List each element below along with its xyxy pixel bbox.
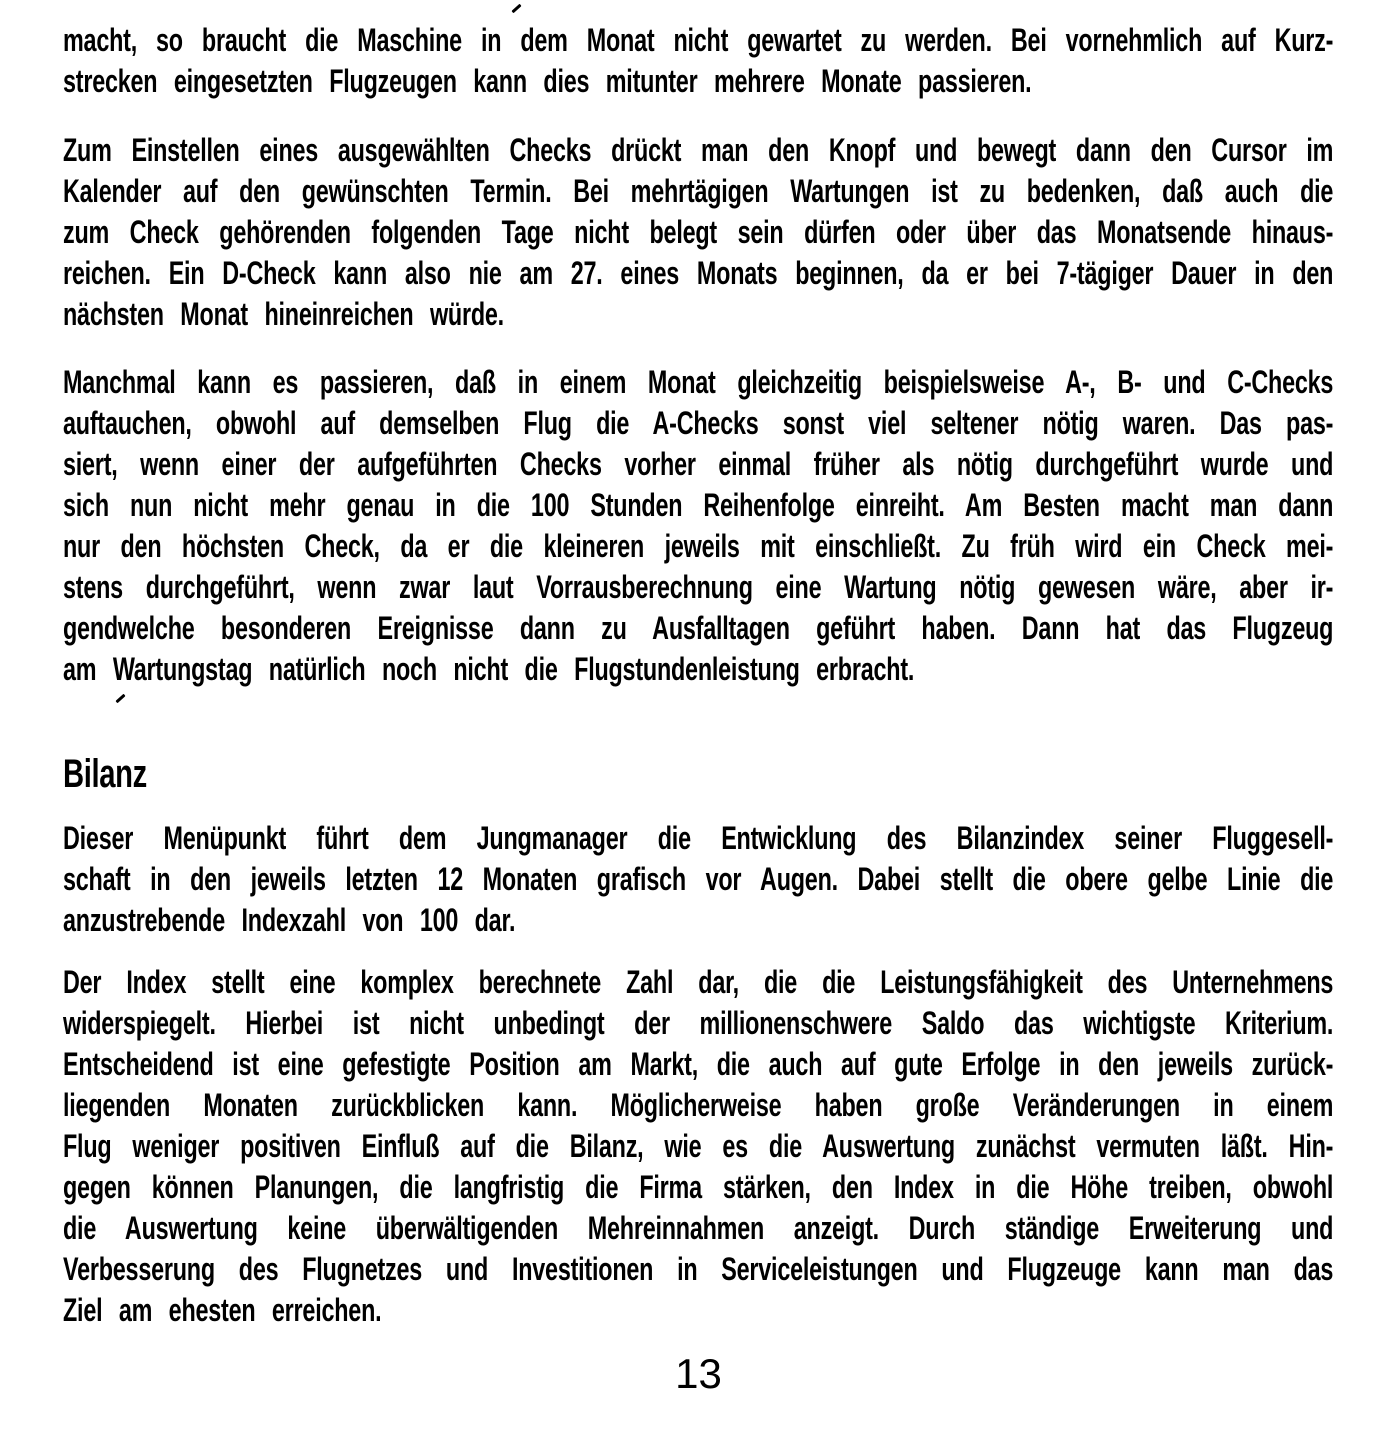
text-line: nächsten Monat hineinreichen würde. xyxy=(63,296,504,332)
text-line: zum Check gehörenden folgenden Tage nicht belegt sein dürfen oder über das Monatsende hinaus- xyxy=(63,214,1334,250)
text-line: gendwelche besonderen Ereignisse dann zu Ausfalltagen geführt haben. Dann hat das Flugzeug xyxy=(63,610,1334,646)
text-line: Der Index stellt eine komplex berechnete Zahl dar, die die Leistungsfähigkeit des Unternehmens xyxy=(63,964,1334,1000)
text-line: reichen. Ein D-Check kann also nie am 27. eines Monats beginnen, da er bei 7-tägiger Dauer in den xyxy=(63,255,1334,291)
text-line: sich nun nicht mehr genau in die 100 Stunden Reihenfolge einreiht. Am Besten macht man dann xyxy=(63,487,1334,523)
text-line: am Wartungstag natürlich noch nicht die Flugstundenleistung erbracht. xyxy=(63,651,915,687)
text-line: Flug weniger positiven Einfluß auf die Bilanz, wie es die Auswertung zunächst vermuten läßt. Hin- xyxy=(63,1128,1334,1164)
text-line: auftauchen, obwohl auf demselben Flug die A-Checks sonst viel seltener nötig waren. Das pas- xyxy=(63,405,1334,441)
text-line: liegenden Monaten zurückblicken kann. Möglicherweise haben große Veränderungen in einem xyxy=(63,1087,1334,1123)
text-line: Entscheidend ist eine gefestigte Position am Markt, die auch auf gute Erfolge in den jeweils zurück- xyxy=(63,1046,1334,1082)
text-line: stens durchgeführt, wenn zwar laut Vorrausberechnung eine Wartung nötig gewesen wäre, aber ir- xyxy=(63,569,1334,605)
text-line: Manchmal kann es passieren, daß in einem Monat gleichzeitig beispielsweise A-, B- und C-Checks xyxy=(63,364,1334,400)
paragraph xyxy=(63,962,1333,1331)
text-line: nur den höchsten Check, da er die kleineren jeweils mit einschließt. Zu früh wird ein Check mei- xyxy=(63,528,1334,564)
paragraph xyxy=(63,130,1333,335)
text-line: Zum Einstellen eines ausgewählten Checks drückt man den Knopf und bewegt dann den Cursor im xyxy=(63,132,1334,168)
text-line: Ziel am ehesten erreichen. xyxy=(63,1292,382,1328)
text-line: macht, so braucht die Maschine in dem Monat nicht gewartet zu werden. Bei vornehmlich auf Kurz- xyxy=(63,22,1334,58)
text-line: die Auswertung keine überwältigenden Mehreinnahmen anzeigt. Durch ständige Erweiterung und xyxy=(63,1210,1334,1246)
text-line: strecken eingesetzten Flugzeugen kann dies mitunter mehrere Monate passieren. xyxy=(63,63,1032,99)
text-line: siert, wenn einer der aufgeführten Checks vorher einmal früher als nötig durchgeführt wurde und xyxy=(63,446,1334,482)
paragraph xyxy=(63,20,1333,102)
paragraph xyxy=(63,362,1333,690)
paragraph xyxy=(63,818,1333,941)
text-line: schaft in den jeweils letzten 12 Monaten grafisch vor Augen. Dabei stellt die obere gelbe Linie die xyxy=(63,861,1334,897)
text-line: gegen können Planungen, die langfristig die Firma stärken, den Index in die Höhe treiben, obwohl xyxy=(63,1169,1334,1205)
text-line: Verbesserung des Flugnetzes und Investitionen in Serviceleistungen und Flugzeuge kann man das xyxy=(63,1251,1334,1287)
page-number: 13 xyxy=(675,1350,722,1397)
manual-text-column xyxy=(63,0,1333,1331)
text-line: widerspiegelt. Hierbei ist nicht unbedingt der millionenschwere Saldo das wichtigste Kriterium. xyxy=(63,1005,1334,1041)
text-line: anzustrebende Indexzahl von 100 dar. xyxy=(63,902,516,938)
text-line: Dieser Menüpunkt führt dem Jungmanager die Entwicklung des Bilanzindex seiner Fluggesell- xyxy=(63,820,1334,856)
section-heading-bilanz: Bilanz xyxy=(63,752,147,796)
text-line: Kalender auf den gewünschten Termin. Bei mehrtägigen Wartungen ist zu bedenken, daß auch die xyxy=(63,173,1334,209)
